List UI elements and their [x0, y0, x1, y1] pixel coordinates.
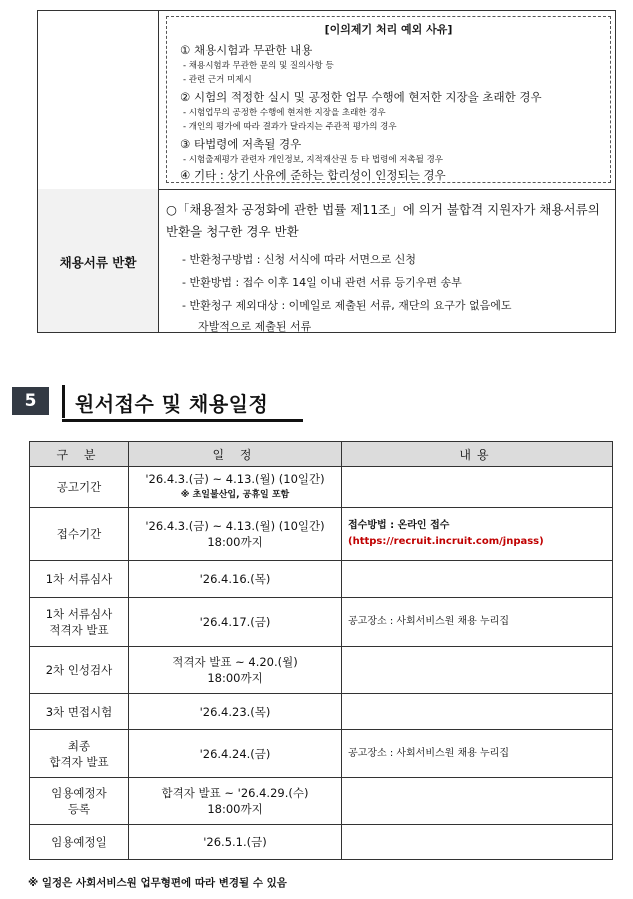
- objection-exceptions-row: [38, 11, 615, 190]
- row-content: [342, 561, 613, 598]
- row-category: 임용예정일: [30, 825, 129, 860]
- row-category: 1차 서류심사 적격자 발표: [30, 598, 129, 647]
- row-date: '26.5.1.(금): [129, 825, 342, 860]
- return-item-method: - 반환청구방법 : 신청 서식에 따라 서면으로 신청: [182, 253, 417, 266]
- date-note: ※ 초일불산입, 공휴일 포함: [180, 490, 290, 500]
- date-text: 적격자 발표 ~ 4.20.(월): [172, 655, 298, 669]
- objection-exceptions-box: [166, 16, 611, 183]
- schedule-footnote: ※ 일정은 사회서비스원 업무형편에 따라 변경될 수 있음: [28, 877, 287, 889]
- row-content: [342, 647, 613, 694]
- document-return-main: ○「채용절차 공정화에 관한 법률 제11조」에 의거 불합격 지원자가 채용서류의 반환을 청구한 경우 반환: [166, 202, 600, 239]
- table-row: [30, 694, 613, 730]
- objection-exceptions-title: [이의제기 처리 예외 사유]: [324, 23, 453, 36]
- date-note: 18:00까지: [207, 671, 263, 685]
- document-return-row: [38, 189, 615, 332]
- schedule-header-row: [30, 442, 613, 467]
- exception-sub-1-1: - 채용시험과 무관한 문의 및 질의사항 등: [183, 61, 334, 71]
- header-category: 구 분: [30, 442, 129, 467]
- return-item-delivery: - 반환방법 : 접수 이후 14일 이내 관련 서류 등기우편 송부: [182, 276, 462, 289]
- table-row: [30, 730, 613, 778]
- row-category: 임용예정자 등록: [30, 778, 129, 825]
- date-note: 18:00까지: [207, 802, 263, 816]
- exception-item-2: ② 시험의 적정한 실시 및 공정한 업무 수행에 현저한 지장을 초래한 경우: [180, 90, 542, 104]
- exception-item-4: ④ 기타 : 상기 사유에 준하는 합리성이 인정되는 경우: [180, 168, 446, 182]
- row-category: 1차 서류심사: [30, 561, 129, 598]
- table-row: [30, 598, 613, 647]
- header-content: 내용: [342, 442, 613, 467]
- exception-sub-2-1: - 시험업무의 공정한 수행에 현저한 지장을 초래한 경우: [183, 108, 386, 118]
- exception-item-1: ① 채용시험과 무관한 내용: [180, 43, 313, 57]
- row-content: [342, 778, 613, 825]
- application-method: 접수방법 : 온라인 접수: [348, 520, 450, 531]
- row-category: 접수기간: [30, 508, 129, 561]
- header-date: 일 정: [129, 442, 342, 467]
- date-text: 합격자 발표 ~ '26.4.29.(수): [161, 786, 309, 800]
- row-content: [342, 694, 613, 730]
- section-title: 원서접수 및 채용일정: [75, 392, 269, 416]
- objection-return-table: [37, 10, 616, 333]
- row-content: [342, 467, 613, 508]
- row-content: 공고장소 : 사회서비스원 채용 누리집: [342, 730, 613, 778]
- section-underline: [62, 419, 303, 422]
- table-row: [30, 778, 613, 825]
- empty-label-cell: [38, 11, 159, 189]
- exception-sub-2-2: - 개인의 평가에 따라 결과가 달라지는 주관적 평가의 경우: [183, 122, 397, 132]
- row-category: 2차 인성검사: [30, 647, 129, 694]
- schedule-table: [29, 441, 613, 860]
- table-row: [30, 647, 613, 694]
- row-date: [129, 508, 342, 561]
- exception-sub-3-1: - 시험출제평가 관련자 개인정보, 지적재산권 등 타 법령에 저촉될 경우: [183, 155, 443, 165]
- row-date: '26.4.24.(금): [129, 730, 342, 778]
- table-row: [30, 561, 613, 598]
- date-text: '26.4.3.(금) ~ 4.13.(월) (10일간): [145, 472, 325, 486]
- row-content: 공고장소 : 사회서비스원 채용 누리집: [342, 598, 613, 647]
- exception-sub-1-2: - 관련 근거 미제시: [183, 75, 252, 85]
- exception-item-3: ③ 타법령에 저촉될 경우: [180, 137, 302, 151]
- return-item-exclusion-cont: 자발적으로 제출된 서류: [198, 320, 312, 333]
- date-note: 18:00까지: [207, 535, 263, 549]
- row-category: 3차 면접시험: [30, 694, 129, 730]
- row-category: 최종 합격자 발표: [30, 730, 129, 778]
- row-date: [129, 647, 342, 694]
- row-date: '26.4.17.(금): [129, 598, 342, 647]
- row-category: 공고기간: [30, 467, 129, 508]
- table-row: [30, 467, 613, 508]
- document-return-label-cell: [38, 189, 159, 332]
- table-row: [30, 825, 613, 860]
- application-url-link[interactable]: (https://recruit.incruit.com/jnpass): [348, 536, 544, 547]
- document-return-label: 채용서류 반환: [59, 255, 137, 270]
- return-item-exclusion: - 반환청구 제외대상 : 이메일로 제출된 서류, 재단의 요구가 없음에도: [182, 299, 512, 312]
- row-date: [129, 778, 342, 825]
- row-date: '26.4.16.(목): [129, 561, 342, 598]
- section-number: 5: [12, 387, 49, 415]
- table-row: [30, 508, 613, 561]
- row-date: '26.4.23.(목): [129, 694, 342, 730]
- row-content: [342, 825, 613, 860]
- date-text: '26.4.3.(금) ~ 4.13.(월) (10일간): [145, 519, 325, 533]
- section-divider-bar: [62, 385, 65, 418]
- row-content: [342, 508, 613, 561]
- row-date: [129, 467, 342, 508]
